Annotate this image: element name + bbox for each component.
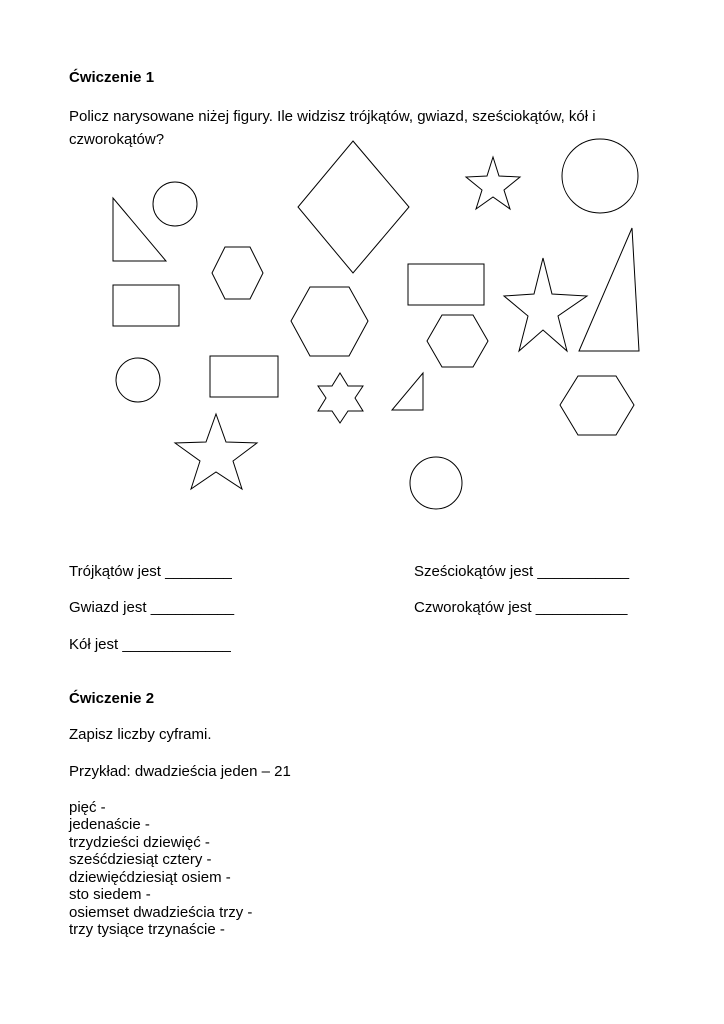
list-item: trzy tysiące trzynaście - bbox=[69, 921, 225, 938]
exercise-1-title: Ćwiczenie 1 bbox=[69, 69, 155, 86]
rectangle-shape bbox=[408, 264, 484, 305]
answer-triangles: Trójkątów jest ________ bbox=[69, 563, 232, 580]
answer-quadrilaterals: Czworokątów jest ___________ bbox=[414, 599, 628, 616]
star-shape bbox=[175, 414, 257, 489]
hexagon-shape bbox=[560, 376, 634, 435]
rectangle-shape bbox=[113, 285, 179, 326]
answer-circles: Kół jest _____________ bbox=[69, 636, 231, 653]
circle-shape bbox=[410, 457, 462, 509]
hexagon-shape bbox=[427, 315, 488, 367]
exercise-2-title: Ćwiczenie 2 bbox=[69, 690, 155, 707]
exercise-2-example: Przykład: dwadzieścia jeden – 21 bbox=[69, 763, 291, 780]
star-shape bbox=[318, 373, 363, 423]
star-shape bbox=[504, 258, 587, 351]
list-item: dziewięćdziesiąt osiem - bbox=[69, 869, 231, 886]
rectangle-shape bbox=[210, 356, 278, 397]
list-item: sześćdziesiąt cztery - bbox=[69, 851, 212, 868]
exercise-2-instruction: Zapisz liczby cyframi. bbox=[69, 726, 212, 743]
exercise-1-instruction: Policz narysowane niżej figury. Ile widzisz trójkątów, gwiazd, sześciokątów, kół i czworokątów? bbox=[69, 108, 596, 148]
hexagon-shape bbox=[291, 287, 368, 356]
answer-stars: Gwiazd jest __________ bbox=[69, 599, 235, 616]
circle-shape bbox=[562, 139, 638, 213]
hexagon-shape bbox=[212, 247, 263, 299]
list-item: trzydzieści dziewięć - bbox=[69, 834, 210, 851]
circle-shape bbox=[153, 182, 197, 226]
list-item: pięć - bbox=[69, 799, 106, 816]
answer-hexagons: Sześciokątów jest ___________ bbox=[414, 563, 630, 580]
circle-shape bbox=[116, 358, 160, 402]
list-item: jedenaście - bbox=[69, 816, 150, 833]
list-item: osiemset dwadzieścia trzy - bbox=[69, 904, 253, 921]
triangle-shape bbox=[392, 373, 423, 410]
rhombus-shape bbox=[298, 141, 409, 273]
star-shape bbox=[466, 157, 520, 209]
triangle-shape bbox=[579, 228, 639, 351]
list-item: sto siedem - bbox=[69, 886, 151, 903]
